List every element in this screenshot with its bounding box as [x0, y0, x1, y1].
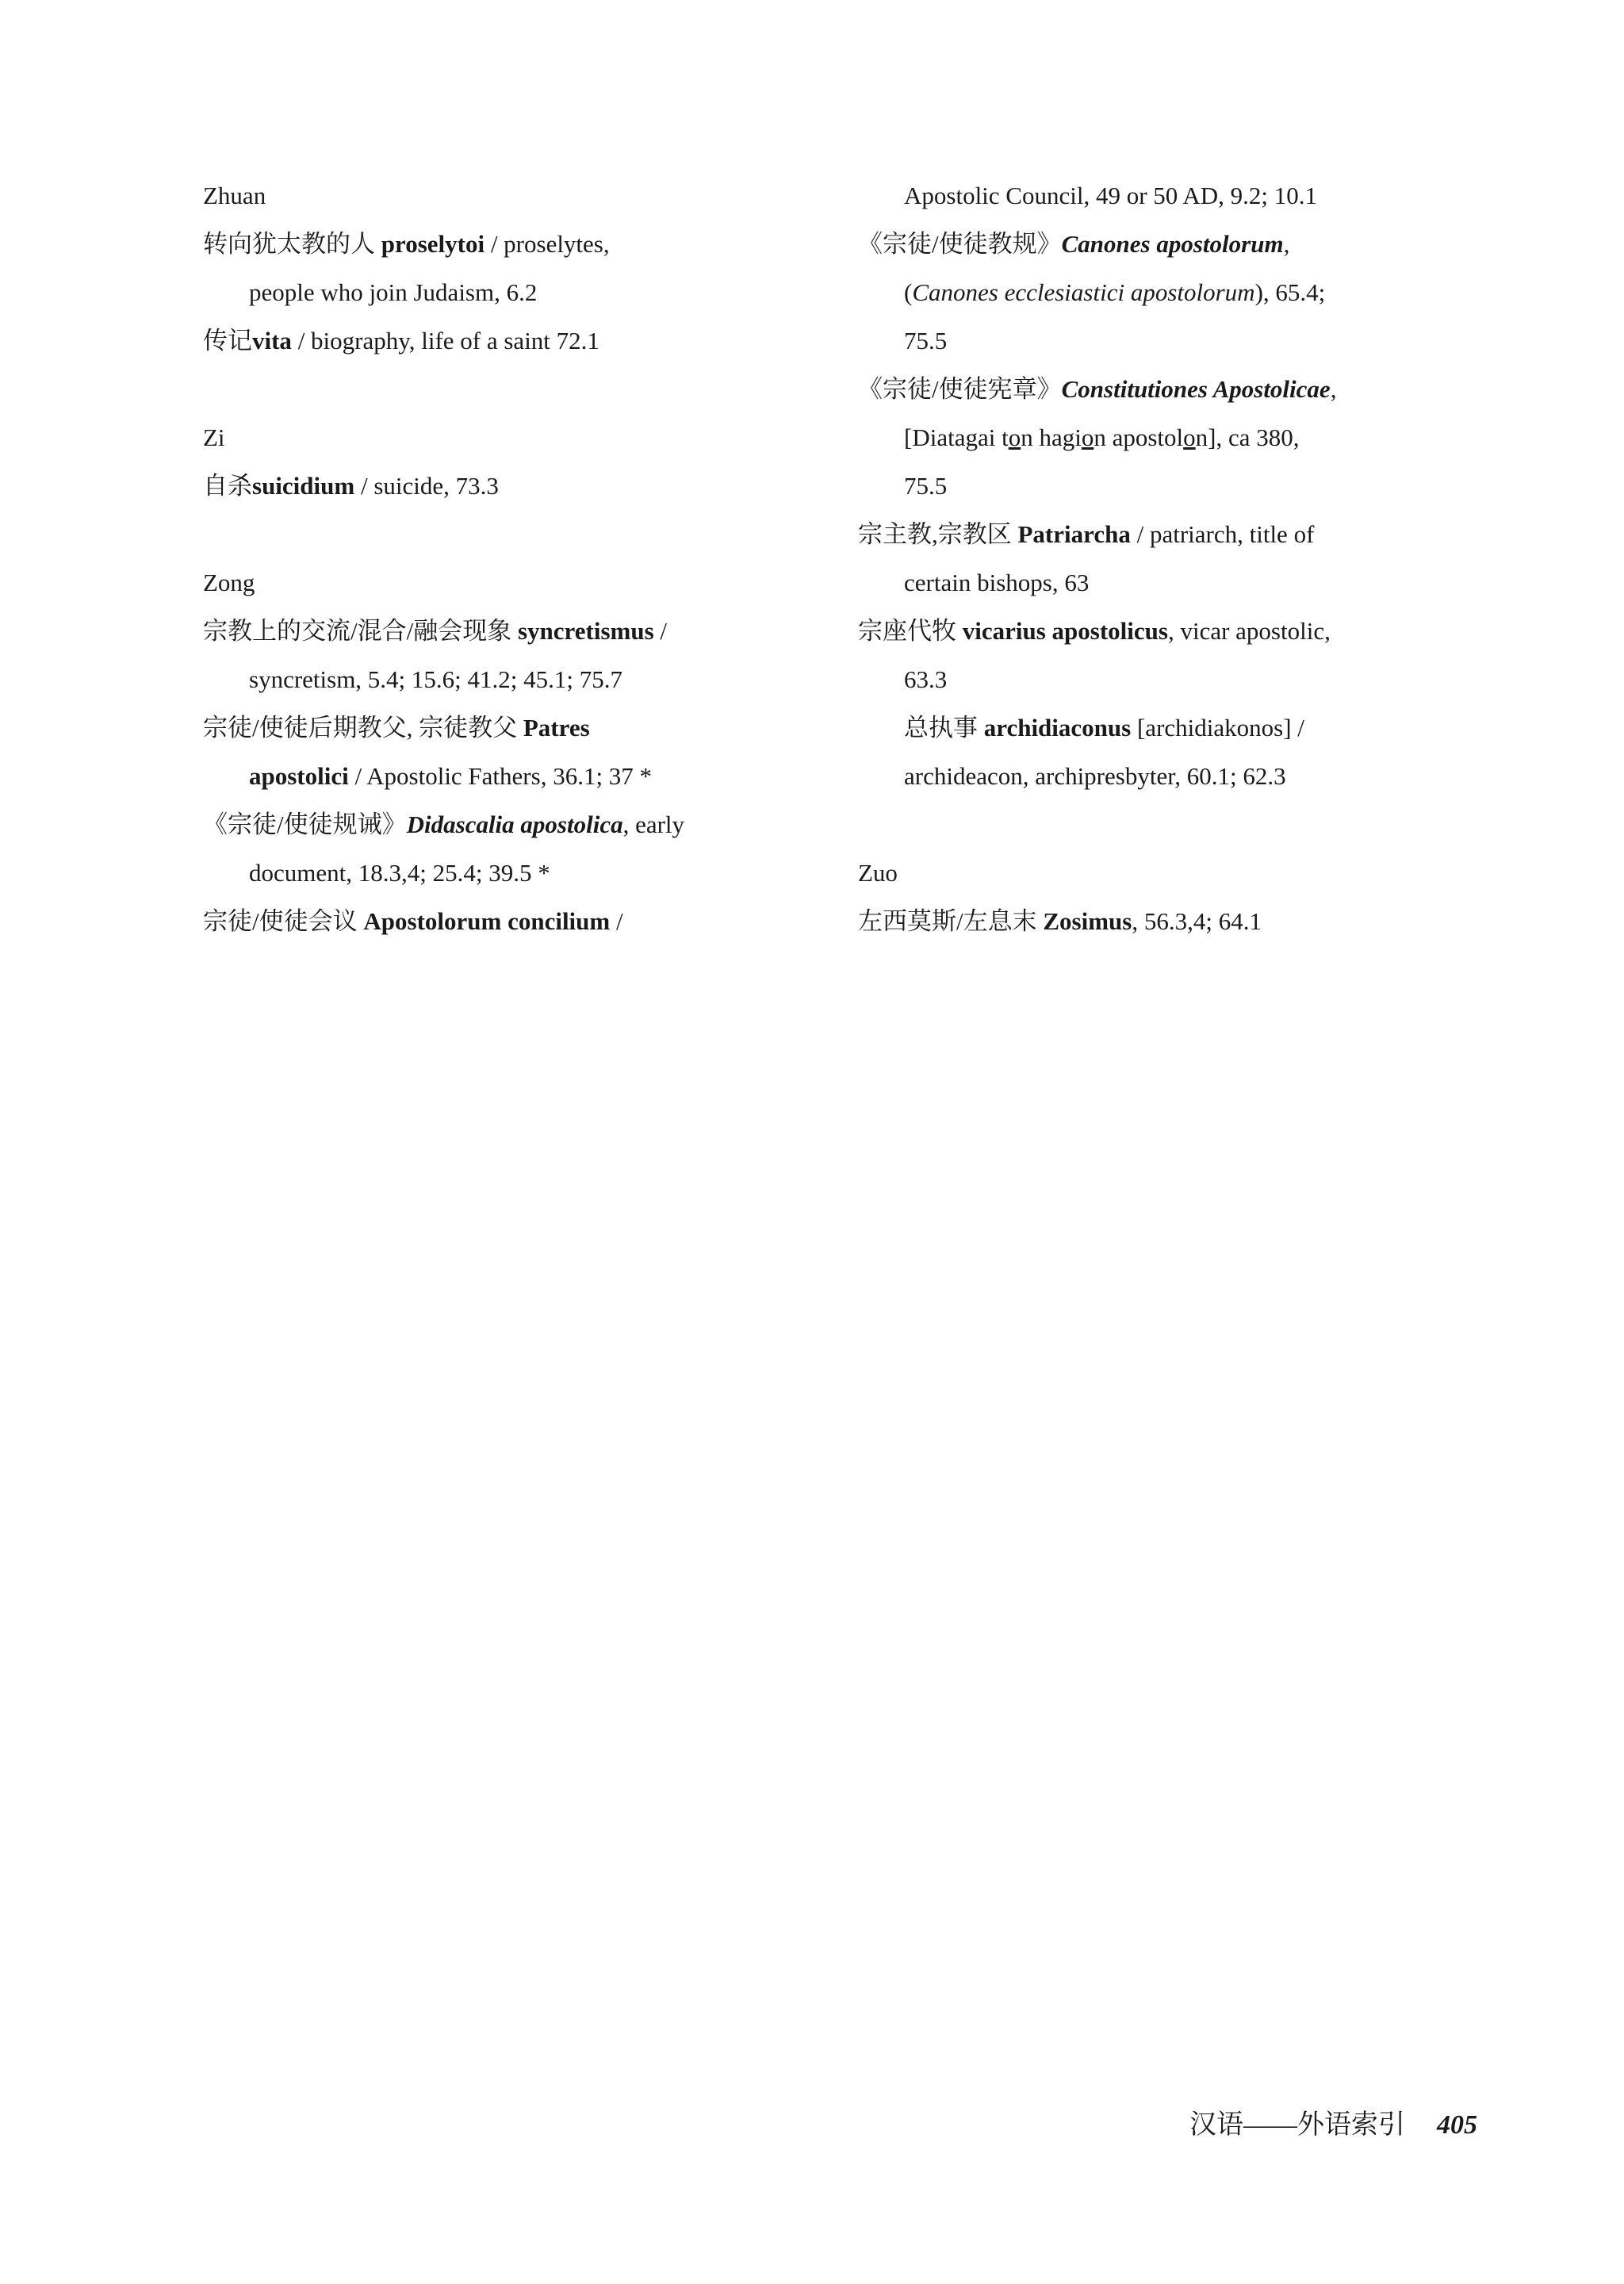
- index-entry-archidiaconus: [858, 703, 1461, 800]
- entry-term: Didascalia apostolica: [406, 811, 623, 838]
- entry-continuation: [203, 752, 806, 800]
- entry-alt-title: Canones ecclesiastici apostolorum: [912, 278, 1255, 306]
- index-entry-apostolorum-concilium-cont: [858, 171, 1461, 220]
- entry-continuation: [Diatagai ton hagion apostolon], ca 380,: [904, 423, 1300, 451]
- entry-text: / biography, life of a saint 72.1: [291, 327, 599, 354]
- entry-chinese: 宗教上的交流/混合/融会现象: [203, 617, 518, 645]
- entry-continuation: Apostolic Council, 49 or 50 AD, 9.2; 10.1: [904, 182, 1317, 209]
- entry-term: Constitutiones Apostolicae: [1061, 375, 1331, 403]
- entry-term: Canones apostolorum: [1061, 230, 1284, 258]
- entry-chinese: 左西莫斯/左息末: [858, 907, 1044, 935]
- entry-text: /: [610, 907, 623, 935]
- entry-text: / Apostolic Fathers, 36.1; 37 *: [348, 762, 653, 790]
- entry-term-cont: apostolici: [249, 762, 349, 790]
- entry-chinese: 宗徒/使徒会议: [203, 907, 364, 935]
- entry-text: ,: [1283, 230, 1290, 258]
- entry-text: /: [653, 617, 668, 645]
- index-entry-proselytoi: [203, 220, 806, 316]
- entry-chinese: 转向犹太教的人: [203, 230, 381, 258]
- index-entry-suicidium: [203, 462, 806, 510]
- entry-continuation: document, 18.3,4; 25.4; 39.5 *: [249, 859, 550, 887]
- entry-continuation: 63.3: [904, 665, 948, 693]
- section-head-zhuan: Zhuan: [203, 182, 266, 209]
- entry-chinese: 自杀: [203, 472, 252, 500]
- entry-chinese: 宗徒/使徒后期教父, 宗徒教父: [203, 714, 523, 742]
- entry-continuation: 75.5: [904, 327, 948, 354]
- entry-term: Patriarcha: [1017, 520, 1131, 548]
- entry-text: [archidiakonos] /: [1131, 714, 1304, 742]
- section-head-zuo: Zuo: [858, 859, 898, 887]
- left-column: [203, 171, 806, 945]
- index-entry-apostolorum-concilium: [203, 897, 806, 945]
- index-entry-syncretismus: [203, 607, 806, 703]
- entry-continuation: archideacon, archipresbyter, 60.1; 62.3: [904, 762, 1286, 790]
- running-footer-title: 汉语——外语索引: [1189, 2110, 1405, 2140]
- entry-continuation: people who join Judaism, 6.2: [249, 278, 538, 306]
- entry-text: , early: [622, 811, 685, 838]
- entry-term: suicidium: [252, 472, 355, 500]
- entry-text: / patriarch, title of: [1130, 520, 1315, 548]
- index-entry-constitutiones-apostolicae: [858, 365, 1461, 510]
- entry-chinese: 《宗徒/使徒规诫》: [203, 811, 407, 838]
- entry-text: / suicide, 73.3: [354, 472, 499, 500]
- section-head-zi: Zi: [203, 423, 225, 451]
- entry-chinese: 宗主教,宗教区: [858, 520, 1018, 548]
- entry-term: Patres: [523, 714, 590, 742]
- entry-term: vicarius apostolicus: [962, 617, 1168, 645]
- index-entry-patriarcha: [858, 510, 1461, 607]
- entry-chinese: 《宗徒/使徒宪章》: [858, 375, 1062, 403]
- page-number: 405: [1437, 2110, 1477, 2140]
- entry-chinese: 传记: [203, 327, 252, 354]
- entry-continuation: 75.5: [904, 472, 948, 500]
- index-entry-canones-apostolorum: [858, 220, 1461, 365]
- section-head-zong: Zong: [203, 569, 255, 596]
- right-column: [858, 171, 1461, 945]
- index-entry-didascalia: [203, 800, 806, 897]
- entry-chinese: 《宗徒/使徒教规》: [858, 230, 1062, 258]
- entry-chinese: 总执事: [904, 714, 984, 742]
- entry-text: / proselytes,: [485, 230, 610, 258]
- index-entry-vita: [203, 316, 806, 365]
- entry-text: ,: [1330, 375, 1337, 403]
- page-footer: [1189, 2102, 1477, 2149]
- entry-text: , vicar apostolic,: [1167, 617, 1331, 645]
- entry-term: proselytoi: [381, 230, 485, 258]
- entry-chinese: 宗座代牧: [858, 617, 963, 645]
- entry-text: , 56.3,4; 64.1: [1132, 907, 1262, 935]
- entry-continuation: (Canones ecclesiastici apostolorum), 65.4;: [904, 278, 1326, 306]
- index-entry-zosimus: [858, 897, 1461, 945]
- entry-term: Apostolorum concilium: [363, 907, 611, 935]
- index-entry-vicarius-apostolicus: [858, 607, 1461, 703]
- entry-term: vita: [252, 327, 292, 354]
- entry-term: archidiaconus: [983, 714, 1132, 742]
- entry-continuation: certain bishops, 63: [904, 569, 1090, 596]
- entry-term: syncretismus: [517, 617, 654, 645]
- index-entry-patres-apostolici: [203, 703, 806, 800]
- entry-continuation: syncretism, 5.4; 15.6; 41.2; 45.1; 75.7: [249, 665, 623, 693]
- entry-term: Zosimus: [1043, 907, 1132, 935]
